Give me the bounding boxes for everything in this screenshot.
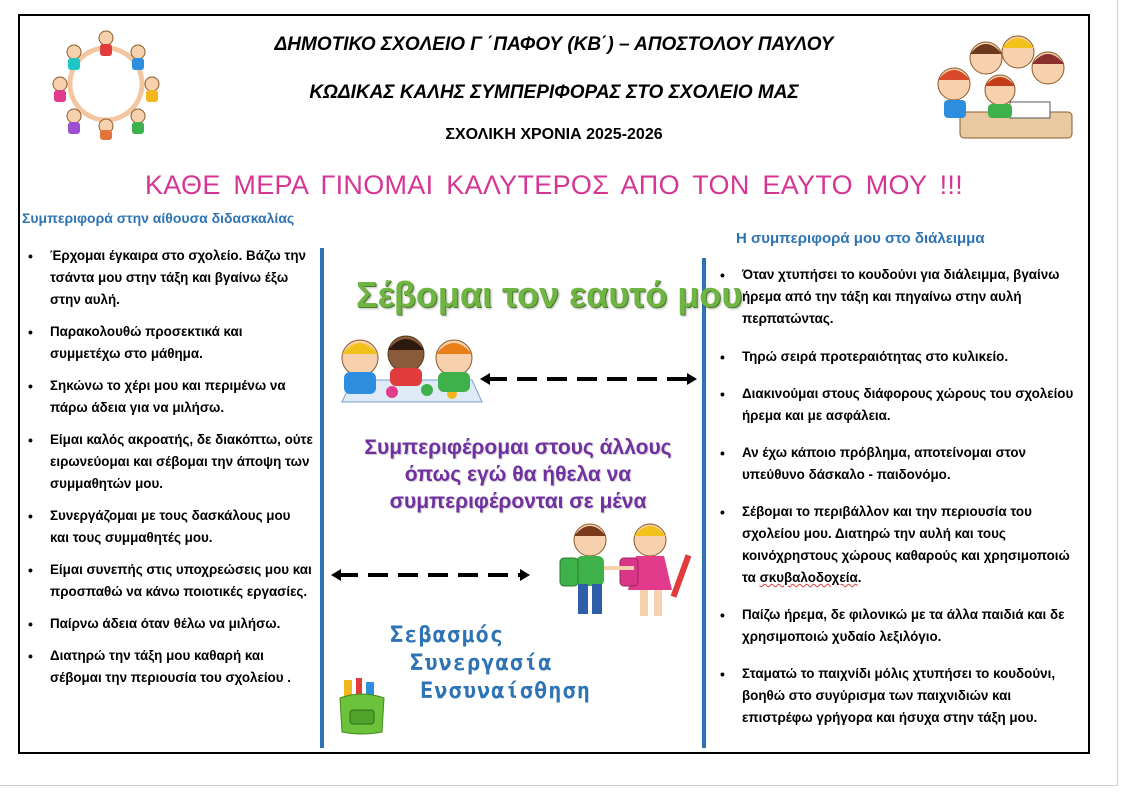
children-drawing-clipart <box>332 332 492 412</box>
school-name: ΔΗΜΟΤΙΚΟ ΣΧΟΛΕΙΟ Γ ΄ΠΑΦΟΥ (ΚΒ΄) – ΑΠΟΣΤΟΛΟΥ ΠΑΥΛΟΥ <box>274 34 834 55</box>
list-item: • Παίρνω άδεια όταν θέλω να μιλήσω. <box>23 613 313 635</box>
dashed-arrow-line <box>487 377 689 381</box>
children-walking-clipart <box>550 518 700 628</box>
classroom-behavior-title: Συμπεριφορά στην αίθουσα διδασκαλίας <box>22 210 295 226</box>
break-behavior-title: Η συμπεριφορά μου στο διάλειμμα <box>736 230 985 247</box>
value-cooperation: Συνεργασία <box>410 651 553 676</box>
list-item: • Σταματώ το παιχνίδι μόλις χτυπήσει το κουδούνι, βοηθώ στο συγύρισμα των παιχνιδιών και επιστρέφω γρήγορα και ήσυχα στην τάξη μου. <box>715 663 1085 729</box>
arrow-left-icon <box>480 373 490 385</box>
treat-others-heading: Συμπεριφέρομαι στους άλλους όπως εγώ θα ήθελα να συμπεριφέρονται σε μένα <box>364 436 672 513</box>
code-title: ΚΩΔΙΚΑΣ ΚΑΛΗΣ ΣΥΜΠΕΡΙΦΟΡΑΣ ΣΤΟ ΣΧΟΛΕΙΟ ΜΑΣ <box>309 82 799 103</box>
list-item: • Είμαι συνεπής στις υποχρεώσεις μου και προσπαθώ να κάνω ποιοτικές εργασίες. <box>23 559 313 603</box>
motto: ΚΑΘΕ ΜΕΡΑ ΓΙΝΟΜΑΙ ΚΑΛΥΤΕΡΟΣ ΑΠΟ ΤΟΝ ΕΑΥΤΟ ΜΟΥ !!! <box>144 170 964 200</box>
list-item-text: Σέβομαι το περιβάλλον και την περιουσία του σχολείου μου. Διατηρώ την αυλή και τους κοινόχρηστους χώρους καθαρούς και χρησιμοποιώ τα <box>742 504 1070 585</box>
list-item: • Διακινούμαι στους διάφορους χώρους του σχολείου ήρεμα και με ασφάλεια. <box>715 383 1085 427</box>
school-year: ΣΧΟΛΙΚΗ ΧΡΟΝΙΑ 2025-2026 <box>445 126 663 143</box>
list-item: • Παίζω ήρεμα, δε φιλονικώ με τα άλλα παιδιά και δε χρησιμοποιώ χυδαίο λεξιλόγιο. <box>715 604 1085 648</box>
value-respect: Σεβασμός <box>390 623 504 648</box>
list-item <box>715 501 1085 589</box>
list-item: • Συνεργάζομαι με τους δασκάλους μου και τους συμμαθητές μου. <box>23 505 313 549</box>
list-item: • Όταν χτυπήσει το κουδούνι για διάλειμμα, βγαίνω ήρεμα από την τάξη και πηγαίνω στην αυλή περπατώντας. <box>715 264 1085 330</box>
list-item: • Αν έχω κάποιο πρόβλημα, αποτείνομαι στον υπεύθυνο δάσκαλο - παιδονόμο. <box>715 442 1085 486</box>
classroom-rules-list <box>23 245 313 689</box>
left-divider <box>320 248 324 748</box>
list-item: • Διατηρώ την τάξη μου καθαρή και σέβομαι την περιουσία του σχολείου . <box>23 645 313 689</box>
list-item: • Παρακολουθώ προσεκτικά και συμμετέχω στο μάθημα. <box>23 321 313 365</box>
break-rules-list <box>715 264 1085 729</box>
value-empathy: Ενσυναίσθηση <box>420 679 591 704</box>
arrow-left-icon <box>331 569 341 581</box>
list-item: • Έρχομαι έγκαιρα στο σχολείο. Βάζω την τσάντα μου στην τάξη και βγαίνω έξω στην αυλή. <box>23 245 313 311</box>
list-item-end: . <box>857 570 862 585</box>
spellcheck-word: σκυβαλοδοχεία <box>759 570 858 585</box>
list-item: • Σηκώνω το χέρι μου και περιμένω να πάρω άδεια για να μιλήσω. <box>23 375 313 419</box>
right-divider <box>702 258 706 748</box>
poster <box>18 14 1090 754</box>
arrow-right-icon <box>520 569 530 581</box>
arrow-right-icon <box>687 373 697 385</box>
respect-self-heading: Σέβομαι τον εαυτό μου <box>356 274 743 315</box>
list-item: • Τηρώ σειρά προτεραιότητας στο κυλικείο. <box>715 346 1085 368</box>
values-list <box>390 622 591 706</box>
school-bag-clipart <box>334 676 390 736</box>
list-item: • Είμαι καλός ακροατής, δε διακόπτω, ούτε ειρωνεύομαι και σέβομαι την άποψη των συμμαθητών μου. <box>23 429 313 495</box>
dashed-arrow-line <box>338 573 520 577</box>
